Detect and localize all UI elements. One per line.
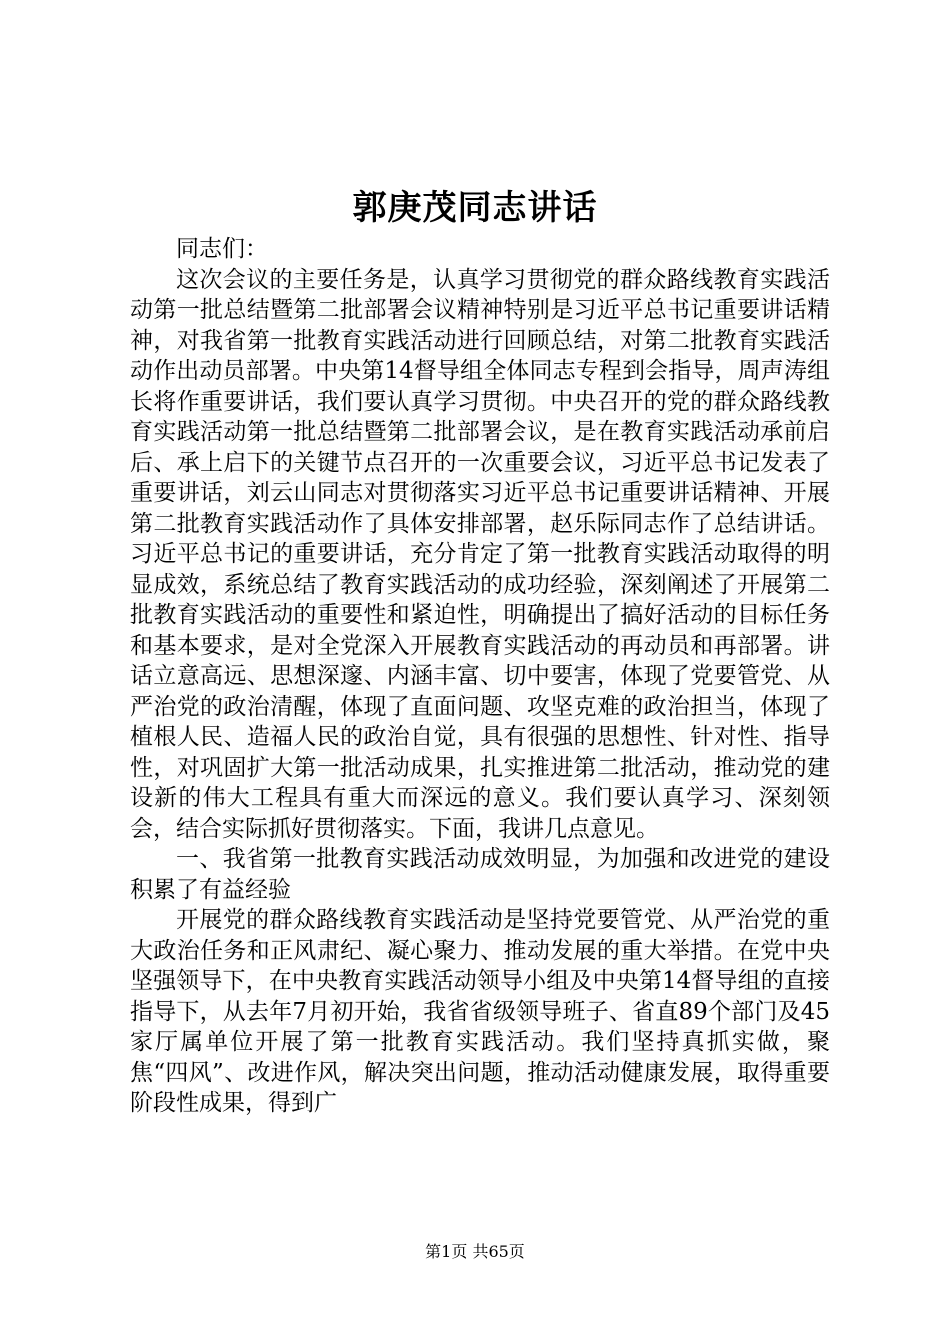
intro-paragraph: 这次会议的主要任务是，认真学习贯彻党的群众路线教育实践活动第一批总结暨第二批部署会议精神特别是习近平总书记重要讲话精神，对我省第一批教育实践活动进行回顾总结，对第二批教育实践活动作出动员部署。中央第14督导组全体同志专程到会指导，周声涛组长将作重要讲话，我们要认真学习贯彻。中央召开的党的群众路线教育实践活动第一批总结暨第二批部署会议，是在教育实践活动承前启后、承上启下的关键节点召开的一次重要会议，习近平总书记发表了重要讲话，刘云山同志对贯彻落实习近平总书记重要讲话精神、开展第二批教育实践活动作了具体安排部署，赵乐际同志作了总结讲话。习近平总书记的重要讲话，充分肯定了第一批教育实践活动取得的明显成效，系统总结了教育实践活动的成功经验，深刻阐述了开展第二批教育实践活动的重要性和紧迫性，明确提出了搞好活动的目标任务和基本要求，是对全党深入开展教育实践活动的再动员和再部署。讲话立意高远、思想深邃、内涵丰富、切中要害，体现了党要管党、从严治党的政治清醒，体现了直面问题、攻坚克难的政治担当，体现了植根人民、造福人民的政治自觉，具有很强的思想性、针对性、指导性，对巩固扩大第一批活动成果，扎实推进第二批活动，推动党的建设新的伟大工程具有重大而深远的意义。我们要认真学习、深刻领会，结合实际抓好贯彻落实。下面，我讲几点意见。 xyxy=(130,266,830,842)
document-title: 郭庚茂同志讲话 xyxy=(352,188,598,228)
page-footer: 第1页 共65页 xyxy=(425,1242,525,1261)
body-paragraph: 开展党的群众路线教育实践活动是坚持党要管党、从严治党的重大政治任务和正风肃纪、凝心聚力、推动发展的重大举措。在党中央坚强领导下，在中央教育实践活动领导小组及中央第14督导组的直接指导下，从去年7月初开始，我省省级领导班子、省直89个部门及45家厅属单位开展了第一批教育实践活动。我们坚持真抓实做，聚焦“四风”、改进作风，解决突出问题，推动活动健康发展，取得重要阶段性成果，得到广 xyxy=(130,907,830,1116)
salutation-paragraph: 同志们： xyxy=(176,236,268,262)
document-body xyxy=(130,234,830,1119)
section-heading-paragraph: 一、我省第一批教育实践活动成效明显，为加强和改进党的建设积累了有益经验 xyxy=(130,846,830,903)
